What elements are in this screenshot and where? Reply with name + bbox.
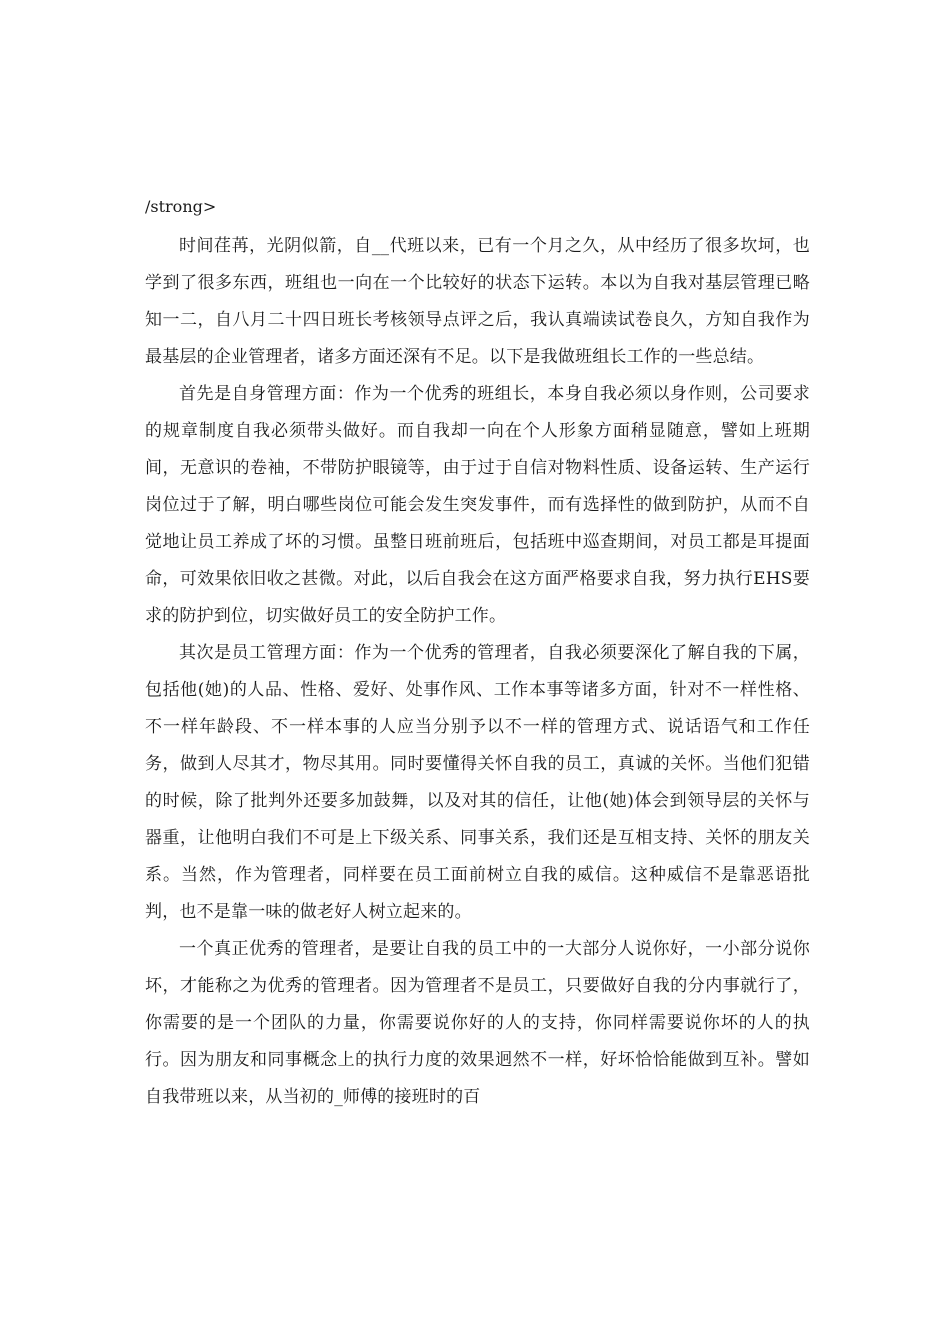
- paragraph-1: 时间荏苒，光阴似箭，自__代班以来，已有一个月之久，从中经历了很多坎坷，也学到了很多东西，班组也一向在一个比较好的状态下运转。本以为自我对基层管理已略知一二，自八月二十四日班长考核领导点评之后，我认真端读试卷良久，方知自我作为最基层的企业管理者，诸多方面还深有不足。以下是我做班组长工作的一些总结。: [145, 236, 810, 367]
- paragraph-2: 首先是自身管理方面：作为一个优秀的班组长，本身自我必须以身作则，公司要求的规章制度自我必须带头做好。而自我却一向在个人形象方面稍显随意，譬如上班期间，无意识的卷袖，不带防护眼镜等，由于过于自信对物料性质、设备运转、生产运行岗位过于了解，明白哪些岗位可能会发生突发事件，而有选择性的做到防护，从而不自觉地让员工养成了坏的习惯。虽整日班前班后，包括班中巡查期间，对员工都是耳提面命，可效果依旧收之甚微。对此，以后自我会在这方面严格要求自我，努力执行EHS要求的防护到位，切实做好员工的安全防护工作。: [145, 384, 810, 626]
- document-body: [145, 192, 810, 1116]
- stray-tag-text: /strong>: [145, 197, 217, 216]
- paragraph-3: 其次是员工管理方面：作为一个优秀的管理者，自我必须要深化了解自我的下属，包括他(她)的人品、性格、爱好、处事作风、工作本事等诸多方面，针对不一样性格、不一样年龄段、不一样本事的人应当分别予以不一样的管理方式、说话语气和工作任务，做到人尽其才，物尽其用。同时要懂得关怀自我的员工，真诚的关怀。当他们犯错的时候，除了批判外还要多加鼓舞，以及对其的信任，让他(她)体会到领导层的关怀与器重，让他明白我们不可是上下级关系、同事关系，我们还是互相支持、关怀的朋友关系。当然，作为管理者，同样要在员工面前树立自我的威信。这种威信不是靠恶语批判，也不是靠一味的做老好人树立起来的。: [145, 643, 810, 922]
- paragraph-4: 一个真正优秀的管理者，是要让自我的员工中的一大部分人说你好，一小部分说你坏，才能称之为优秀的管理者。因为管理者不是员工，只要做好自我的分内事就行了，你需要的是一个团队的力量，你需要说你好的人的支持，你同样需要说你坏的人的执行。因为朋友和同事概念上的执行力度的效果迥然不一样，好坏恰恰能做到互补。譬如自我带班以来，从当初的_师傅的接班时的百: [145, 939, 810, 1107]
